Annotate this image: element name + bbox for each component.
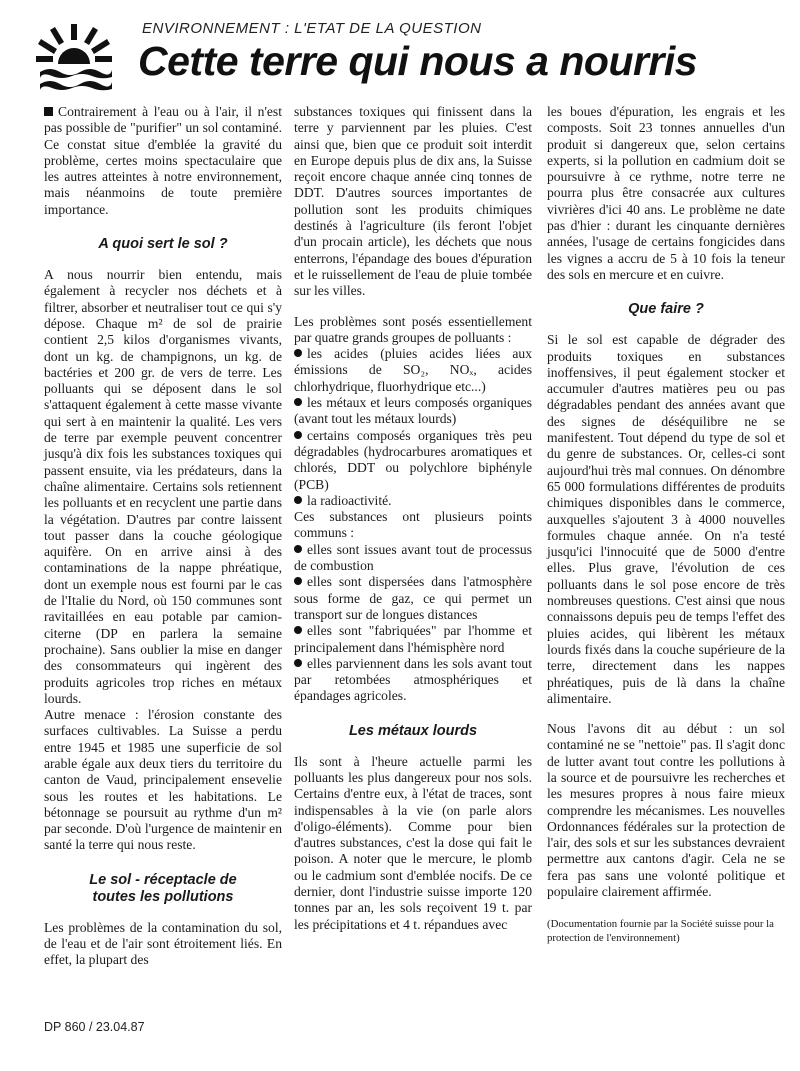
list-item: les métaux et leurs composés organiques (avant tout les métaux lourds) bbox=[294, 395, 532, 427]
bullet-icon bbox=[294, 431, 302, 439]
list-item: elles parviennent dans les sols avant tout par retombées atmosphériques et épandages agricoles. bbox=[294, 655, 532, 704]
list-item: elles sont dispersées dans l'atmosphère sous forme de gaz, ce qui permet un transport sur de longues distances bbox=[294, 574, 532, 622]
source-note: (Documentation fournie par la Société suisse pour la protection de l'environnement) bbox=[547, 918, 774, 944]
section-kicker: ENVIRONNEMENT : L'ETAT DE LA QUESTION bbox=[142, 20, 482, 37]
body-paragraph: substances toxiques qui finissent dans la terre y parviennent par les pluies. C'est ainsi que, bien que ce produit soit interdit en Europe depuis plus de dix ans, la Suisse reçoit encore chaque année cinq tonnes de DDT. D'autres sources importantes de pollution sont les produits chimiques destinés à l'agriculture (ils feront l'objet d'un procain article), les déchets que nous enterrons, l'épandage des boues d'épuration et le ruissellement de l'eau de pluie tombée sur les villes. bbox=[294, 104, 532, 299]
rising-sun-logo-icon bbox=[36, 22, 112, 94]
intro-paragraph: Contrairement à l'eau ou à l'air, il n'est pas possible de "purifier" un sol contaminé. Ce constat situe d'emblée la gravité du problème, certes moins spectaculaire que les autres atteintes à notre environnement, mais néanmoins de toute première importance. bbox=[44, 104, 282, 217]
column-3 bbox=[547, 104, 785, 945]
body-paragraph: Si le sol est capable de dégrader des produits toxiques en substances inoffensives, il peut également stocker et accumuler d'autres matières peu ou pas dégradables pendant des années avant que des signes de déséquilibre ne se manifestent. Tout dépend du type de sol et du genre de substances. Or, celles-ci sont aujourd'hui très mal connues. On dénombre 65 000 formulations différentes de produits chimiques disponibles dans le commerce, auxquelles s'ajoutent 3 à 4000 nouvelles formules chaque année. On n'a testé jusqu'ici l'innocuité que de 5000 d'entre elles. Plus grave, l'évolution de ces polluants dans le sol pose encore de très nombreuses questions. C'est ainsi que nous connaissons depuis peu de temps l'effet des pluies acides, qui libèrent les métaux lourds fixés dans la couche supérieure de la terre, directement dans les nappes phréatiques, puis de là dans la chaîne alimentaire. bbox=[547, 332, 785, 706]
list-item: elles sont "fabriquées" par l'homme et principalement dans l'hémisphère nord bbox=[294, 623, 532, 655]
list-item: la radioactivité. bbox=[294, 493, 532, 509]
list-item: certains composés organiques très peu dégradables (hydrocarbures aromatiques et chlorés, DDT ou polychlore biphényle (PCB) bbox=[294, 427, 532, 492]
square-bullet-icon bbox=[44, 107, 53, 116]
body-paragraph: Les problèmes sont posés essentiellement par quatre grands groupes de polluants : bbox=[294, 313, 532, 345]
bullet-icon bbox=[294, 659, 302, 667]
body-paragraph: Ils sont à l'heure actuelle parmi les polluants les plus dangereux pour nos sols. Certains d'entre eux, à l'état de traces, sont indispensables à la vie (on parle alors d'oligo-éléments). Comme pour bien d'autres substances, c'est la dose qui fait le poison. A noter que le mercure, le plomb ou le cadmium sont d'emblée nocifs. De ce dernier, dont l'industrie suisse importe 120 tonnes par an, les sols reçoivent 19 t. par les précipitations et 4 t. répandues avec bbox=[294, 753, 532, 932]
body-paragraph: Autre menace : l'érosion constante des surfaces cultivables. La Suisse a perdu entre 1945 et 1985 une superficie de sol arable égale aux deux tiers du territoire du canton de Vaud, principalement ensevelie sous les routes et les habitations. Le bétonnage se poursuit au rythme d'un m² par seconde. D'où l'urgence de maintenir en santé la terre qui nous reste. bbox=[44, 707, 282, 853]
list-item: elles sont issues avant tout de processus de combustion bbox=[294, 541, 532, 574]
bullet-icon bbox=[294, 626, 302, 634]
article-headline: Cette terre qui nous a nourris bbox=[138, 38, 698, 84]
body-paragraph: Ces substances ont plusieurs points communs : bbox=[294, 509, 532, 541]
body-paragraph: Les problèmes de la contamination du sol, de l'eau et de l'air sont étroitement liés. En effet, la plupart des bbox=[44, 919, 282, 968]
subheading-a-quoi-sert-le-sol: A quoi sert le sol ? bbox=[98, 236, 228, 253]
column-1 bbox=[44, 104, 282, 969]
body-paragraph: A nous nourrir bien entendu, mais également à recycler nos déchets et à filtrer, absorber et neutraliser tout ce qui s'y dépose. Chaque m² de sol de prairie contient 2,5 kilos d'organismes vivants, dont un kg. de champignons, un kg. de bactéries et 200 gr. de vers de terre. Les polluants qui se déposent dans le sol s'attaquent également à cette masse vivante qui sert à en maintenir la qualité. Les vers de terre par exemple peuvent concentrer jusqu'à dix fois les substances toxiques qui passent ensuite, via les prédateurs, dans la chaîne alimentaire. Certains sols retiennent les polluants et en recyclent une partie dans la végétation. D'autres par contre laissent tout passer dans la couche géologique aquifère. On en arrive ainsi à des contaminations de la nappe phréatique, dont un exemple nous est fourni par le cas de l'Italie du Nord, où 150 communes sont ravitaillées en eau potable par camion-citerne (DP en parlera la semaine prochaine). Sans oublier la mise en danger des consommateurs qui ingèrent des produits agricoles trop riches en métaux lourds. bbox=[44, 267, 282, 706]
body-paragraph: les boues d'épuration, les engrais et les composts. Soit 23 tonnes annuelles d'un produit si dangereux que, selon certains experts, si la pollution en cadmium doit se poursuivre à ce rythme, notre terre ne pourra plus être consacrée aux cultures vivrières d'ici 40 ans. Le problème ne date pas d'hier : durant les cinquante dernières années, l'usage de certains fongicides dans les vignes a accru de 5 à 10 fois la teneur des sols en mercure et en cuivre. bbox=[547, 104, 785, 282]
bullet-icon bbox=[294, 496, 302, 504]
bullet-icon bbox=[294, 349, 302, 357]
subheading-que-faire: Que faire ? bbox=[628, 301, 704, 318]
bullet-icon bbox=[294, 577, 302, 585]
bullet-icon bbox=[294, 398, 302, 406]
body-paragraph: Nous l'avons dit au début : un sol contaminé ne se "nettoie" pas. Il s'agit donc de lutter avant tout contre les pollutions à la source et de poursuivre les recherches et les mesures propres à nous faire mieux comprendre les mécanismes. Les nouvelles Ordonnances fédérales sur la protection de l'air, des sols et sur les substances devraient permettre aux cantons d'agir. Cela ne se fera pas sans une volonté politique et populaire clairement affirmée. bbox=[547, 721, 785, 900]
issue-reference: DP 860 / 23.04.87 bbox=[44, 1020, 145, 1034]
subheading-metaux-lourds: Les métaux lourds bbox=[348, 722, 478, 739]
bullet-icon bbox=[294, 545, 302, 553]
subheading-sol-receptacle: Le sol - réceptacle de toutes les pollutions bbox=[89, 871, 237, 905]
list-item: les acides (pluies acides liées aux émissions de SO₂, NOₓ, acides chlorhydrique, fluorhydrique etc...) bbox=[294, 346, 532, 394]
column-2 bbox=[294, 104, 532, 933]
